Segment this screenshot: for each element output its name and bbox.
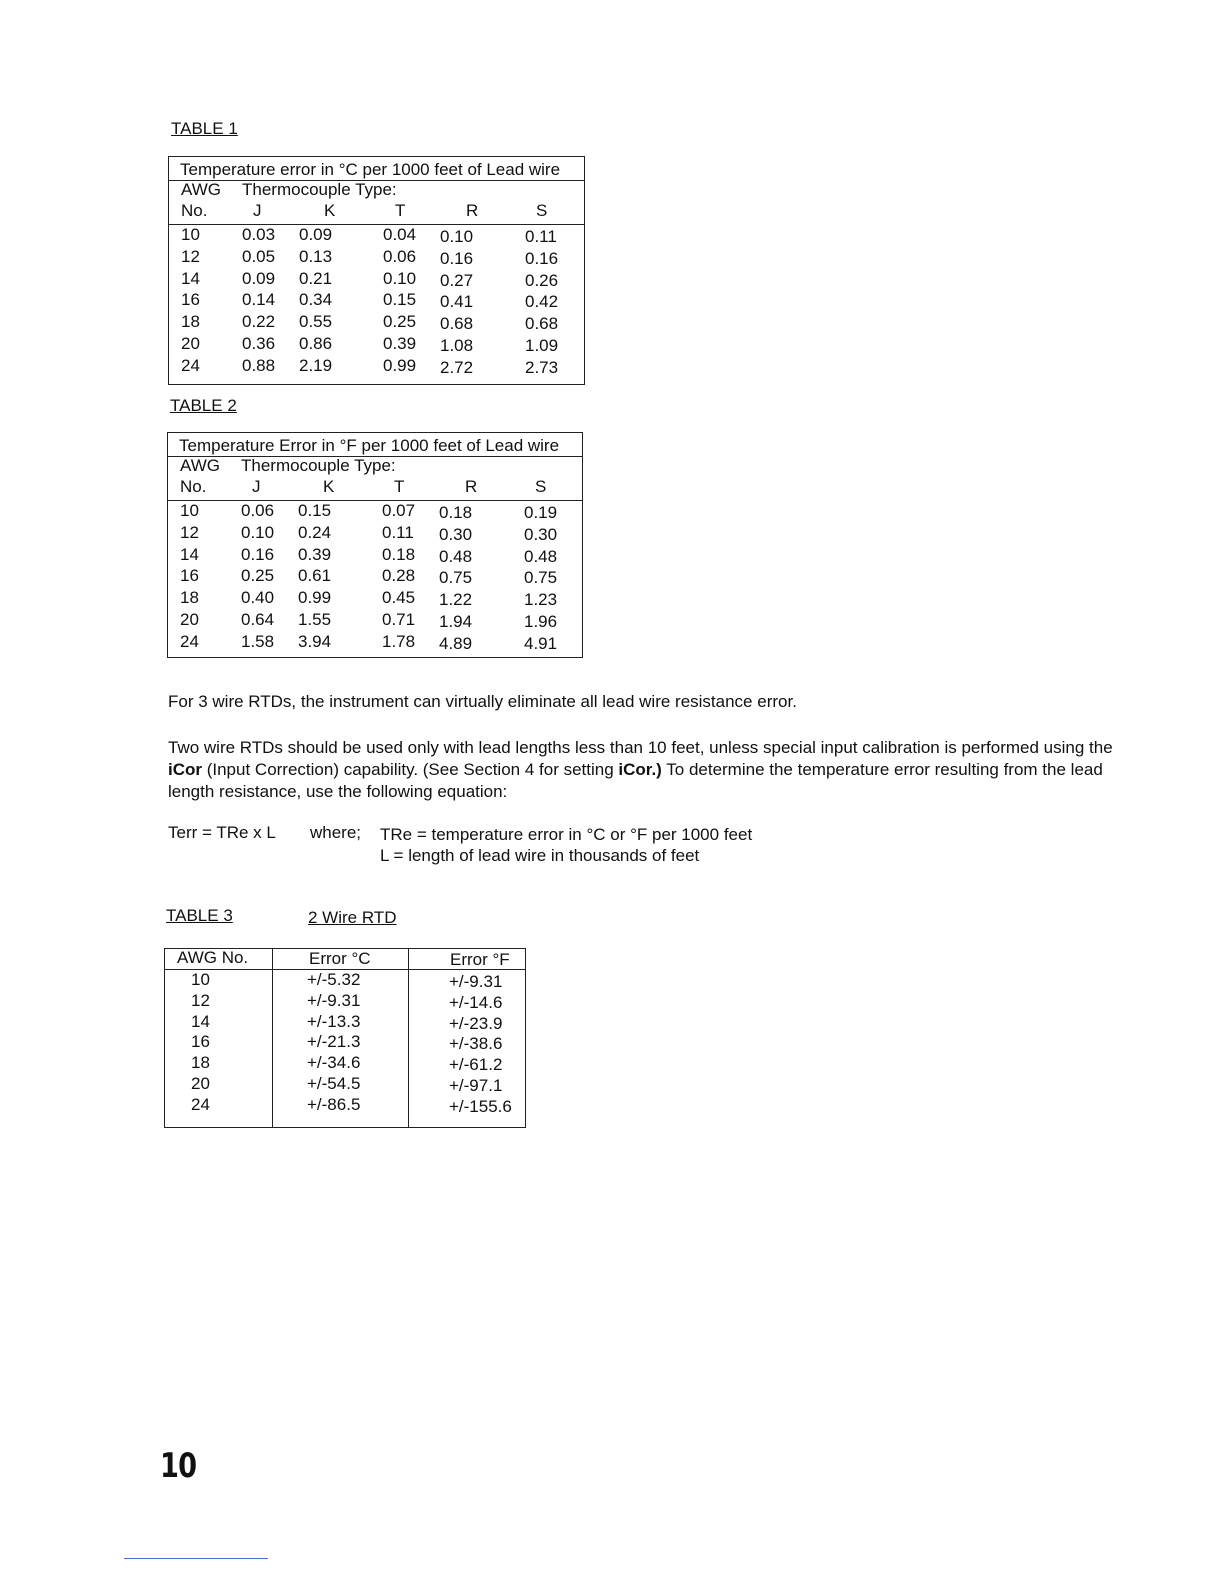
table-row bbox=[168, 588, 582, 610]
error-cell: 0.86 bbox=[299, 334, 333, 353]
error-cell: 0.15 bbox=[383, 290, 417, 310]
error-cell: +/-9.31 bbox=[307, 990, 361, 1010]
error-cell: 1.58 bbox=[241, 631, 275, 651]
table1-col-j: J bbox=[253, 201, 262, 220]
table2-type-label: Thermocouple Type: bbox=[241, 456, 396, 475]
table2-title: Temperature Error in °F per 1000 feet of Lead wire bbox=[179, 436, 560, 455]
error-cell: 0.06 bbox=[241, 501, 275, 520]
table-row bbox=[169, 312, 584, 334]
table-row bbox=[169, 269, 584, 291]
awg-cell: 12 bbox=[181, 246, 200, 266]
awg-cell: 14 bbox=[180, 544, 199, 564]
equation: Terr = TRe x L bbox=[168, 823, 276, 842]
error-cell: 0.48 bbox=[439, 546, 473, 566]
table-row bbox=[168, 545, 582, 567]
error-cell: 0.68 bbox=[525, 314, 559, 334]
awg-cell: 24 bbox=[180, 631, 199, 651]
error-cell: 0.21 bbox=[299, 268, 333, 288]
error-cell: 0.75 bbox=[439, 568, 473, 588]
awg-cell: 24 bbox=[181, 355, 200, 375]
awg-cell: 16 bbox=[181, 290, 200, 310]
error-cell: +/-13.3 bbox=[307, 1011, 361, 1031]
icor-term: iCor bbox=[168, 760, 202, 779]
error-cell: 0.16 bbox=[241, 544, 275, 564]
error-cell: 0.88 bbox=[242, 355, 276, 375]
error-cell: +/-61.2 bbox=[449, 1055, 503, 1075]
error-cell: +/-9.31 bbox=[449, 972, 503, 991]
error-cell: 0.34 bbox=[299, 290, 333, 310]
table1-caption: TABLE 1 bbox=[171, 119, 238, 138]
table2-col-r: R bbox=[465, 477, 478, 496]
error-cell: 0.15 bbox=[298, 501, 332, 520]
error-cell: 0.09 bbox=[242, 268, 276, 288]
table1-title: Temperature error in °C per 1000 feet of Lead wire bbox=[180, 160, 561, 179]
error-cell: 0.27 bbox=[440, 270, 474, 290]
error-cell: 0.18 bbox=[382, 544, 416, 564]
error-cell: 0.13 bbox=[299, 246, 333, 266]
awg-cell: 10 bbox=[181, 225, 200, 244]
table-row bbox=[168, 632, 582, 654]
table2-col-k: K bbox=[323, 477, 335, 496]
error-cell: 1.94 bbox=[439, 612, 473, 631]
table1-header bbox=[169, 180, 584, 225]
awg-cell: 14 bbox=[191, 1011, 210, 1031]
table-row bbox=[169, 356, 584, 378]
error-cell: 2.19 bbox=[299, 355, 333, 375]
table2-col-j: J bbox=[252, 477, 261, 496]
error-cell: 0.25 bbox=[383, 312, 417, 332]
error-cell: 1.22 bbox=[439, 590, 473, 610]
table1-col-r: R bbox=[466, 201, 479, 220]
footer-rule bbox=[124, 1558, 268, 1559]
error-cell: 0.11 bbox=[525, 227, 557, 246]
table1-col-k: K bbox=[324, 201, 336, 220]
error-cell: 1.09 bbox=[525, 336, 559, 355]
error-cell: +/-86.5 bbox=[307, 1094, 361, 1114]
awg-cell: 10 bbox=[191, 970, 210, 989]
error-cell: 0.16 bbox=[525, 248, 559, 268]
error-cell: 4.91 bbox=[524, 633, 558, 653]
error-cell: +/-21.3 bbox=[307, 1032, 361, 1052]
error-cell: +/-155.6 bbox=[449, 1096, 512, 1116]
paragraph-2-wire-line1: Two wire RTDs should be used only with lead lengths less than 10 feet, unless special input calibration is performed using the bbox=[168, 738, 1113, 757]
table-row bbox=[169, 225, 584, 247]
error-cell: 0.39 bbox=[383, 334, 417, 353]
table-row bbox=[168, 566, 582, 588]
table1-col-s: S bbox=[536, 201, 548, 220]
error-cell: 0.10 bbox=[440, 227, 474, 246]
table1-awg-label: AWG bbox=[181, 180, 221, 199]
error-cell: 0.16 bbox=[440, 248, 474, 268]
error-cell: 2.72 bbox=[440, 357, 474, 377]
error-cell: 0.14 bbox=[242, 290, 276, 310]
error-cell: 0.11 bbox=[382, 522, 414, 542]
error-cell: 0.75 bbox=[524, 568, 558, 588]
error-cell: +/-97.1 bbox=[449, 1076, 503, 1095]
error-cell: 0.68 bbox=[440, 314, 474, 334]
awg-cell: 20 bbox=[191, 1074, 210, 1093]
error-cell: 0.99 bbox=[383, 355, 417, 375]
error-cell: +/-5.32 bbox=[307, 970, 361, 989]
error-cell: 0.48 bbox=[524, 546, 558, 566]
error-cell: 3.94 bbox=[298, 631, 332, 651]
equation-def-l: L = length of lead wire in thousands of feet bbox=[380, 846, 700, 865]
error-cell: 0.19 bbox=[524, 503, 558, 522]
icor-term-2: iCor.) bbox=[618, 760, 662, 779]
table2 bbox=[167, 432, 583, 658]
error-cell: 0.24 bbox=[298, 522, 332, 542]
table-row bbox=[169, 334, 584, 356]
error-cell: 0.26 bbox=[525, 270, 559, 290]
table1-type-label: Thermocouple Type: bbox=[242, 180, 397, 199]
table3-subtitle: 2 Wire RTD bbox=[308, 908, 397, 927]
error-cell: +/-38.6 bbox=[449, 1034, 503, 1054]
error-cell: 0.61 bbox=[298, 566, 332, 586]
error-cell: 0.22 bbox=[242, 312, 276, 332]
error-cell: 0.45 bbox=[382, 588, 416, 608]
error-cell: 0.39 bbox=[298, 544, 332, 564]
error-cell: 0.05 bbox=[242, 246, 276, 266]
error-cell: 0.10 bbox=[241, 522, 275, 542]
error-cell: +/-54.5 bbox=[307, 1074, 361, 1093]
table2-awg-label: AWG bbox=[180, 456, 220, 475]
error-cell: 0.71 bbox=[382, 610, 416, 629]
error-cell: 0.41 bbox=[440, 292, 474, 312]
table-row bbox=[168, 610, 582, 632]
table2-header bbox=[168, 456, 582, 501]
table-row bbox=[168, 523, 582, 545]
table3 bbox=[164, 948, 526, 1128]
error-cell: 0.10 bbox=[383, 268, 417, 288]
awg-cell: 10 bbox=[180, 501, 199, 520]
table3-header-error-c: Error °C bbox=[309, 949, 371, 968]
error-cell: 1.96 bbox=[524, 612, 558, 631]
error-cell: 0.25 bbox=[241, 566, 275, 586]
error-cell: 1.78 bbox=[382, 631, 416, 651]
table1 bbox=[168, 156, 585, 385]
awg-cell: 18 bbox=[180, 588, 199, 608]
error-cell: 0.18 bbox=[439, 503, 473, 522]
awg-cell: 14 bbox=[181, 268, 200, 288]
table-row bbox=[168, 501, 582, 523]
table2-caption: TABLE 2 bbox=[170, 396, 237, 415]
error-cell: 0.40 bbox=[241, 588, 275, 608]
table3-header-error-f: Error °F bbox=[450, 950, 510, 969]
awg-cell: 24 bbox=[191, 1094, 210, 1114]
table3-header-awg: AWG No. bbox=[177, 948, 249, 967]
page-number: 10 bbox=[160, 1446, 197, 1486]
equation-where: where; bbox=[310, 823, 362, 842]
table1-col-t: T bbox=[395, 201, 406, 220]
paragraph-2-wire-line2: iCor (Input Correction) capability. (See Section 4 for setting iCor.) To determine the temperature error resulting from the lead bbox=[168, 760, 1103, 779]
error-cell: 0.30 bbox=[524, 524, 558, 544]
error-cell: 0.36 bbox=[242, 334, 276, 353]
error-cell: 0.07 bbox=[382, 501, 416, 520]
error-cell: 0.28 bbox=[382, 566, 416, 586]
table2-col-t: T bbox=[394, 477, 405, 496]
awg-cell: 18 bbox=[181, 312, 200, 332]
error-cell: 0.30 bbox=[439, 524, 473, 544]
table2-no-label: No. bbox=[180, 477, 207, 496]
error-cell: +/-23.9 bbox=[449, 1013, 503, 1033]
error-cell: 1.08 bbox=[440, 336, 474, 355]
awg-cell: 18 bbox=[191, 1053, 210, 1073]
error-cell: 0.04 bbox=[383, 225, 417, 244]
error-cell: 2.73 bbox=[525, 357, 559, 377]
table1-no-label: No. bbox=[181, 201, 208, 220]
error-cell: 1.55 bbox=[298, 610, 332, 629]
error-cell: +/-34.6 bbox=[307, 1053, 361, 1073]
paragraph-2-wire-line3: length resistance, use the following equation: bbox=[168, 782, 508, 801]
awg-cell: 12 bbox=[180, 522, 199, 542]
error-cell: +/-14.6 bbox=[449, 992, 503, 1012]
equation-def-tre: TRe = temperature error in °C or °F per 1000 feet bbox=[380, 825, 753, 844]
error-cell: 0.09 bbox=[299, 225, 333, 244]
error-cell: 0.64 bbox=[241, 610, 275, 629]
paragraph-3-wire-rtd: For 3 wire RTDs, the instrument can virtually eliminate all lead wire resistance error. bbox=[168, 692, 797, 711]
table-row bbox=[169, 290, 584, 312]
table2-col-s: S bbox=[535, 477, 547, 496]
awg-cell: 20 bbox=[181, 334, 200, 353]
error-cell: 0.06 bbox=[383, 246, 417, 266]
table-row bbox=[169, 247, 584, 269]
error-cell: 0.03 bbox=[242, 225, 276, 244]
error-cell: 0.42 bbox=[525, 292, 559, 312]
error-cell: 1.23 bbox=[524, 590, 558, 610]
awg-cell: 16 bbox=[191, 1032, 210, 1052]
error-cell: 4.89 bbox=[439, 633, 473, 653]
awg-cell: 20 bbox=[180, 610, 199, 629]
error-cell: 0.99 bbox=[298, 588, 332, 608]
error-cell: 0.55 bbox=[299, 312, 333, 332]
awg-cell: 12 bbox=[191, 990, 210, 1010]
awg-cell: 16 bbox=[180, 566, 199, 586]
table3-caption: TABLE 3 bbox=[166, 906, 233, 925]
